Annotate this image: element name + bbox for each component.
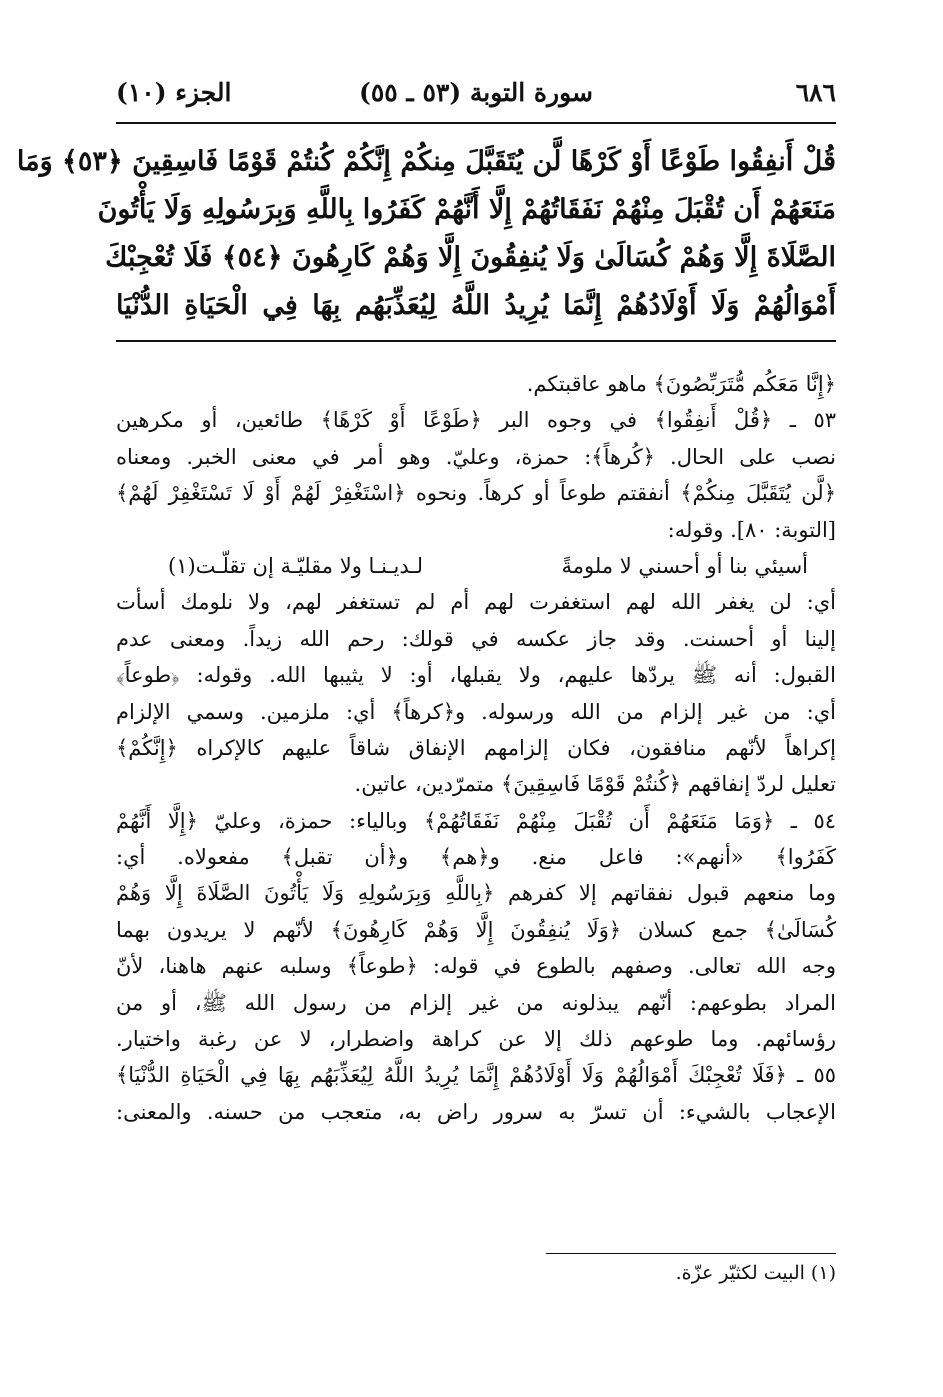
quran-line: أَمْوَالُهُمْ وَلَا أَوْلَادُهُمْ إِنَّمَا يُرِيدُ اللَّهُ لِيُعَذِّبَهُم بِهَا فِي الْحَيَاةِ الدُّنْيَا — [116, 290, 836, 321]
tafsir-line: ٥٤ ـ ﴿وَمَا مَنَعَهُمْ أَن تُقْبَلَ مِنْهُمْ نَفَقَاتُهُمْ﴾ وبالياء: حمزة، وعليّ ﴿إِلَّا أَنَّهُمْ — [116, 808, 836, 833]
poem-second-hemistich: لـديـنـا ولا مقليّـة إن تقلّـت(١) — [168, 553, 423, 578]
tafsir-line: [التوبة: ٨٠]. وقوله: — [667, 517, 836, 542]
tafsir-line: كُسَالَىٰ﴾ جمع كسلان ﴿وَلَا يُنفِقُونَ إِلَّا وَهُمْ كَارِهُونَ﴾ لأنّهم لا يريدون بهما — [116, 917, 836, 942]
footnote: (١) البيت لكثيّر عزّة. — [675, 1262, 836, 1284]
tafsir-line: وجه الله تعالى. وصفهم بالطوع في قوله: ﴿طوعاً﴾ وسلبه عنهم هاهنا، لأنّ — [116, 954, 836, 979]
tafsir-line: ٥٣ ـ ﴿قُلْ أَنفِقُوا﴾ في وجوه البر ﴿طَوْعًا أَوْ كَرْهًا﴾ طائعين، أو مكرهين — [116, 408, 836, 433]
tafsir-line: أي: لن يغفر الله لهم استغفرت لهم أم لم تستغفر لهم، ولا نلومك أسأت — [116, 590, 836, 615]
page-number: ٦٨٦ — [795, 78, 836, 107]
poem-line — [116, 548, 836, 584]
header-divider — [116, 122, 836, 124]
quran-line: قُلْ أَنفِقُوا طَوْعًا أَوْ كَرْهًا لَّن يُتَقَبَّلَ مِنكُمْ إِنَّكُمْ كُنتُمْ قَوْمًا فَاسِقِينَ ﴿٥٣﴾ وَمَا — [16, 146, 836, 177]
tafsir-line: تعليل لردّ إنفاقهم ﴿كُنتُمْ قَوْمًا فَاسِقِينَ﴾ متمرّدين، عاتين. — [354, 772, 836, 797]
page-header — [116, 78, 836, 118]
tafsir-line: كَفَرُوا﴾ «أنهم»: فاعل منع. و﴿هم﴾ و﴿أن تقبل﴾ مفعولاه. أي: — [116, 845, 836, 870]
tafsir-line: أي: من غير إلزام من الله ورسوله. و﴿كرهاً﴾ أي: ملزمين. وسمي الإلزام — [116, 699, 836, 724]
tafsir-line: المراد بطوعهم: أنّهم يبذلونه من غير إلزام من رسول الله ﷺ، أو من — [116, 990, 836, 1015]
tafsir-line: إكراهاً لأنّهم منافقون، فكان إلزامهم الإنفاق شاقاً عليهم كالإكراه ﴿إِنَّكُمْ﴾ — [116, 735, 836, 760]
tafsir-text-block — [116, 366, 836, 1130]
quran-line: الصَّلَاةَ إِلَّا وَهُمْ كُسَالَىٰ وَلَا يُنفِقُونَ إِلَّا وَهُمْ كَارِهُونَ ﴿٥٤﴾ فَلَا تُعْجِبْكَ — [105, 242, 836, 273]
footnote-divider — [546, 1253, 836, 1254]
quran-line: مَنَعَهُمْ أَن تُقْبَلَ مِنْهُمْ نَفَقَاتُهُمْ إِلَّا أَنَّهُمْ كَفَرُوا بِاللَّهِ وَبِرَسُولِهِ وَلَا يَأْتُونَ — [97, 194, 836, 225]
tafsir-line: رؤسائهم. وما طوعهم ذلك إلا عن كراهة واضطرار، لا عن رغبة واختيار. — [116, 1027, 836, 1052]
quran-divider — [116, 340, 836, 342]
part-label: الجزء (١٠) — [116, 78, 232, 107]
tafsir-line: ﴿إِنَّا مَعَكُم مُّتَرَبِّصُونَ﴾ ماهو عاقبتكم. — [526, 372, 836, 396]
tafsir-line: القبول: أنه ﷺ يردّها عليهم، ولا يقبلها، أو: لا يثيبها الله. وقوله: ﴿طوعاً﴾ — [116, 663, 836, 688]
tafsir-line: وما منعهم قبول نفقاتهم إلا كفرهم ﴿بِاللَّهِ وَبِرَسُولِهِ وَلَا يَأْتُونَ الصَّلَاةَ إِلَّا وَهُمْ — [116, 881, 836, 906]
tafsir-line: ٥٥ ـ ﴿فَلَا تُعْجِبْكَ أَمْوَالُهُمْ وَلَا أَوْلَادُهُمْ إِنَّمَا يُرِيدُ اللَّهُ لِيُعَذِّبَهُم بِهَا فِي الْحَيَاةِ الدُّنْيَا﴾ — [116, 1063, 836, 1088]
surah-title: سورة التوبة (٥٣ ـ ٥٥) — [359, 78, 593, 107]
tafsir-line: الإعجاب بالشيء: أن تسرّ به سرور راض به، متعجب من حسنه. والمعنى: — [116, 1099, 836, 1124]
tafsir-line: نصب على الحال. ﴿كُرهاً﴾: حمزة، وعليّ. وهو أمر في معنى الخبر. ومعناه — [116, 444, 836, 469]
tafsir-line: إلينا أو أحسنت. وقد جاز عكسه في قولك: رحم الله زيداً. ومعنى عدم — [116, 626, 836, 651]
quran-text-block — [16, 138, 836, 330]
tafsir-line: ﴿لَّن يُتَقَبَّلَ مِنكُمْ﴾ أنفقتم طوعاً أو كرهاً. ونحوه ﴿اسْتَغْفِرْ لَهُمْ أَوْ لَا تَسْتَغْفِرْ لَهُمْ﴾ — [116, 481, 836, 506]
poem-first-hemistich: أسيئي بنا أو أحسني لا ملومةً — [561, 553, 808, 578]
